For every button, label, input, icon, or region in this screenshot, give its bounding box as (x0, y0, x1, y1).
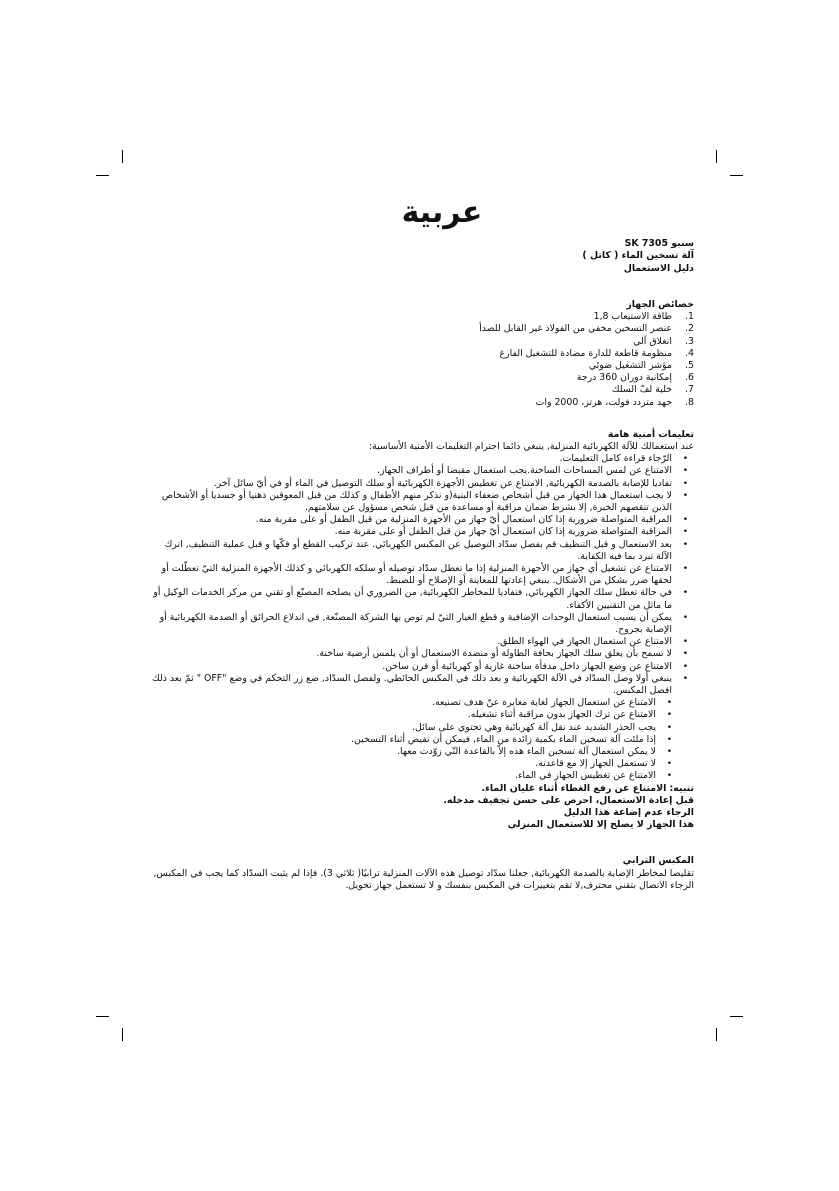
product-name: آلة تسخين الماء ( كاتل ) (582, 250, 694, 262)
plug-text: تقليصا لمخاطر الإصابة بالصدمة الكهربائية, جعلنا سدّاد توصيل هذه الآلات المنزلية ترابيًا( ثلاثي 3). فإذا لم يثبت السدّاد كما يجب في المكبس, الرجاء الاتصال بتقني محترف,لا تقم بتغييرات في المكبس بنفسك و لا تستعمل جهاز تحويل. (153, 867, 694, 891)
feature-text: عنصر التسخين مخفي من الفولاذ غير القابل للصدأ (479, 323, 672, 335)
feature-number: 1. (685, 311, 694, 323)
feature-number: 4. (685, 347, 694, 359)
features-title: خصائص الجهاز (626, 298, 694, 310)
warning-line: الرجاء عدم إضاعة هذا الدليل (563, 807, 694, 819)
crop-mark (122, 1028, 123, 1041)
crop-mark (730, 175, 743, 176)
warning-line: هذا الجهاز لا يصلح إلا للاستعمال المنزلي (507, 819, 694, 831)
crop-mark (716, 150, 717, 163)
safety-title: تعليمات أمنية هامة (607, 428, 694, 440)
safety-item: • الامتناع عن وضع الجهاز داخل مدفأة ساخنة غازية أو كهربائية أو فرن ساخن. (150, 661, 694, 673)
crop-mark (96, 175, 109, 176)
safety-intro: عند استعمالك للآلة الكهربائية المنزلية, ينبغي دائما احترام التعليمات الأمنية الأساسية: (368, 440, 694, 452)
crop-mark (716, 1028, 717, 1041)
safety-item: • لا يجب استعمال هذا الجهاز من قبل أشخاص ضعفاء البنية(و نذكر منهم الأطفال و كذلك من قبل المعوقين ذهنيا أو جسديا أو الأشخاص الذين تنقصهم الخبرة, إلا بشرط ضمان مراقبة أو مساعدة من قبل شخص مسؤول عن سلامتهم. (150, 490, 694, 514)
document-body (150, 196, 694, 892)
feature-text: منظومة قاطعة للدارة مضادة للتشغيل الفارغ (499, 347, 672, 359)
safety-item: • لا تستعمل الجهاز إلا مع قاعدته. (150, 758, 678, 770)
feature-text: إمكانية دوران 360 درجة (576, 372, 672, 384)
safety-item: • لا يمكن استعمال آلة تسخين الماء هذه إلاّ بالقاعدة التّي زوّدت معها. (150, 746, 678, 758)
safety-item: • الامتناع عن تغطيس الجهاز في الماء. (150, 770, 678, 782)
safety-item: • الامتناع عن استعمال الجهاز لغاية مغايرة عنّ هدف تصنيعه. (150, 697, 678, 709)
model-line: سنبو SK 7305 (624, 238, 694, 249)
safety-item: • الامتناع عن لمس المساحات الساخنة.يجب استعمال مقبضا أو أطراف الجهاز. (150, 465, 694, 477)
feature-item (150, 372, 694, 384)
safety-item: • الامتناع عن تشغيل أي جهاز من الأجهزة المنزلية إذا ما تعطل سدّاد توصيله أو سلكه الكهربائي و كذلك الأجهزة المنزلية التيّ تعطّلت أو لحقها ضرر بشكل من الأشكال. ينبغي إعادتها للمعاينة أو الإصلاح أو للضبط. (150, 563, 694, 587)
features-list (150, 311, 694, 409)
feature-number: 7. (685, 384, 694, 396)
feature-text: مؤشر التشغيل ضوئي (588, 359, 672, 371)
feature-text: خلية لفّ السلك (611, 384, 672, 396)
warnings-block (150, 783, 694, 832)
crop-mark (122, 150, 123, 163)
feature-number: 8. (685, 396, 694, 408)
feature-number: 2. (685, 323, 694, 335)
feature-item (150, 311, 694, 323)
safety-item: • ينبغي أولا وصل السدّاد في الآلة الكهربائية و بعد ذلك في المكبس الحائطي. ولفصل السدّاد, ضع زر التحكم في وضع "OFF " ثمّ بعد ذلك افصل المكبس. (150, 673, 694, 697)
product-header (150, 238, 694, 275)
feature-item (150, 384, 694, 396)
safety-item: • المراقبة المتواصلة ضرورية إذا كان استعمال أيّ جهاز من قبل الطفل أو على مقربة منه. (150, 526, 694, 538)
crop-mark (730, 1016, 743, 1017)
safety-list-indented (150, 697, 694, 782)
safety-item: • المراقبة المتواصلة ضرورية إذا كان استعمال أيّ جهاز من الأجهزة المنزلية من قبل الطفل أو على مقربة منه. (150, 514, 694, 526)
feature-item (150, 336, 694, 348)
safety-list (150, 453, 694, 697)
feature-number: 6. (685, 372, 694, 384)
feature-text: طاقة الاستيعاب 1,8 (593, 311, 672, 323)
crop-mark (96, 1016, 109, 1017)
feature-number: 3. (685, 335, 694, 347)
manual-title: دليل الاستعمال (623, 262, 694, 274)
feature-item (150, 348, 694, 360)
feature-number: 5. (685, 359, 694, 371)
safety-item: • يمكن أن يسبب استعمال الوحدات الإضافية و قطع الغيار التيّ لم توص بها الشركة المصنّعة, في اندلاع الحرائق أو الصدمة الكهربائية أو الإصابة بجروح. (150, 612, 694, 636)
feature-item (150, 323, 694, 335)
feature-item (150, 360, 694, 372)
safety-item: • بعد الاستعمال و قبل التنظيف قم بفصل سدّاد التوصيل عن المكبس الكهربائي. عند تركيب القطع أو فكّها و قبل عملية التنظيف, اترك الآلة تبرد بما فيه الكفاية. (150, 539, 694, 563)
feature-item (150, 397, 694, 409)
safety-item: • لا تسمح بأن يعلق سلك الجهاز بحافة الطاولة أو منضدة الاستعمال أو أن يلمس أرضية ساخنة. (150, 648, 694, 660)
feature-text: انغلاق آلي (633, 335, 672, 347)
safety-item: • الامتناع عن استعمال الجهاز في الهواء الطلق. (150, 636, 694, 648)
safety-item: • الرّجاء قراءة كامل التعليمات. (150, 453, 694, 465)
safety-item: • تفاديا للإصابة بالصدمة الكهربائية, الامتناع عن تغطيس الأجهزة الكهربائية أو سلك التوصيل في الماء أو في أيّ سائل آخر. (150, 478, 694, 490)
safety-item: • يجب الحذر الشديد عند نقل آلة كهربائية وهي تحتوي على سائل. (150, 722, 678, 734)
warning-line: تنبيه: الامتناع عن رفع الغطاء أثناء غليان الماء. (481, 782, 694, 794)
safety-item: • الامتناع عن ترك الجهاز بدون مراقبة أثناء تشغيله. (150, 709, 678, 721)
safety-item: • إذا ملئت آلة تسخين الماء بكمية زائدة من الماء, فيمكن أن تفيض أثناء التسخين. (150, 734, 678, 746)
warning-line: قبل إعادة الاستعمال، احرص على حسن تجفيف مدخله. (443, 794, 694, 806)
plug-title: المكبس الترابي (622, 855, 694, 867)
safety-item: • في حالة تعطل سلك الجهاز الكهربائي, فتفاديا للمخاطر الكهربائية, من الضروري أن يصلحه المصنّع أو تقني من مركز الخدمات الوكيل أو ما ماثل من التقنيين الأكفاء. (150, 587, 694, 611)
feature-text: جهد متردد فولت، هرتز، 2000 وات (535, 396, 672, 408)
language-title: عربية (401, 195, 483, 230)
